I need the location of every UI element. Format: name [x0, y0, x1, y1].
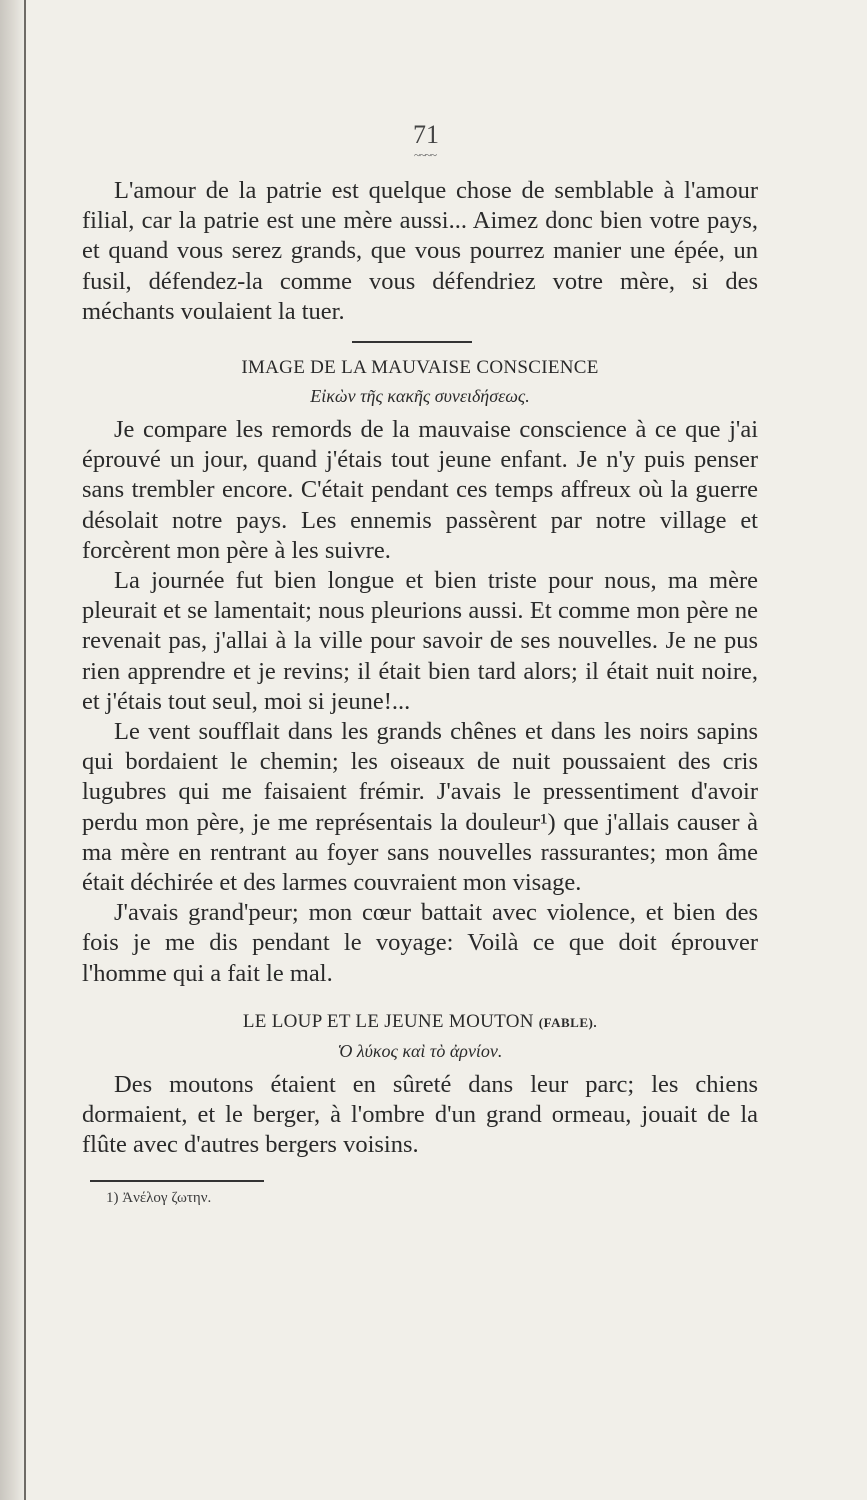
- footnote-marker: 1): [106, 1189, 119, 1206]
- page-number: 71: [413, 120, 439, 149]
- paragraph-vent: Le vent soufflait dans les grands chênes et dans les noirs sapins qui bordaient le chemin; les oiseaux de nuit poussaient des cris lugubres qui me faisaient frémir. J'avais le pressentiment d'avoir perdu mon père, je me représentais la douleur¹) que j'allais causer à ma mère en rentrant au foyer sans nouvelles rassurantes; mon âme était déchirée et des larmes couvraient mon visage.: [82, 718, 758, 897]
- paragraph-moutons: Des moutons étaient en sûreté dans leur parc; les chiens dormaient, et le berger, à l'ombre d'un grand ormeau, jouait de la flûte avec d'autres bergers voisins.: [82, 1070, 758, 1159]
- footnote-text: Ἀνέλογ ζωτην.: [122, 1189, 212, 1206]
- footnote: [106, 1188, 758, 1208]
- paragraph-remords: Je compare les remords de la mauvaise conscience à ce que j'ai éprouvé un jour, quand j'étais tout jeune enfant. Je n'y puis penser sans trembler encore. C'était pendant ces temps affreux où la guerre désolait notre pays. Les ennemis passèrent par notre village et forcèrent mon père à les suivre.: [82, 416, 758, 564]
- section-title-conscience: IMAGE DE LA MAUVAISE CONSCIENCE: [241, 357, 599, 379]
- paragraph-journee: La journée fut bien longue et bien triste pour nous, ma mère pleurait et se lamentait; nous pleurions aussi. Et comme mon père ne revenait pas, j'allai à la ville pour savoir de ses nouvelles. Je ne pus rien apprendre et je revins; il était bien tard alors; il était nuit noire, et j'étais tout seul, moi si jeune!...: [82, 567, 758, 715]
- book-page: [82, 120, 758, 1208]
- book-gutter-line: [24, 0, 26, 1500]
- fable-title-text: LE LOUP ET LE JEUNE MOUTON: [242, 1010, 534, 1032]
- paragraph-peur: J'avais grand'peur; mon cœur battait avec violence, et bien des fois je me dis pendant le voyage: Voilà ce que doit éprouver l'homme qui a fait le mal.: [82, 899, 758, 987]
- section-title-fable: [82, 1009, 758, 1036]
- greek-subtitle-conscience: Εἰκὼν τῆς κακῆς συνειδήσεως.: [310, 386, 530, 407]
- page-number-ornament: ~~~~: [414, 148, 436, 162]
- footnote-rule: [90, 1180, 264, 1182]
- fable-title-tag: (FABLE).: [538, 1014, 598, 1030]
- greek-subtitle-fable: Ὁ λύκος καὶ τὸ ἀρνίον.: [337, 1040, 503, 1061]
- section-divider: [352, 341, 472, 343]
- paragraph-patrie: L'amour de la patrie est quelque chose de semblable à l'amour filial, car la patrie est une mère aussi... Aimez donc bien votre pays, et quand vous serez grands, que vous pourrez manier une épée, un fusil, défendez-la comme vous défendriez votre mère, si des méchants voulaient la tuer.: [82, 177, 758, 325]
- book-binding-shadow: [0, 0, 24, 1500]
